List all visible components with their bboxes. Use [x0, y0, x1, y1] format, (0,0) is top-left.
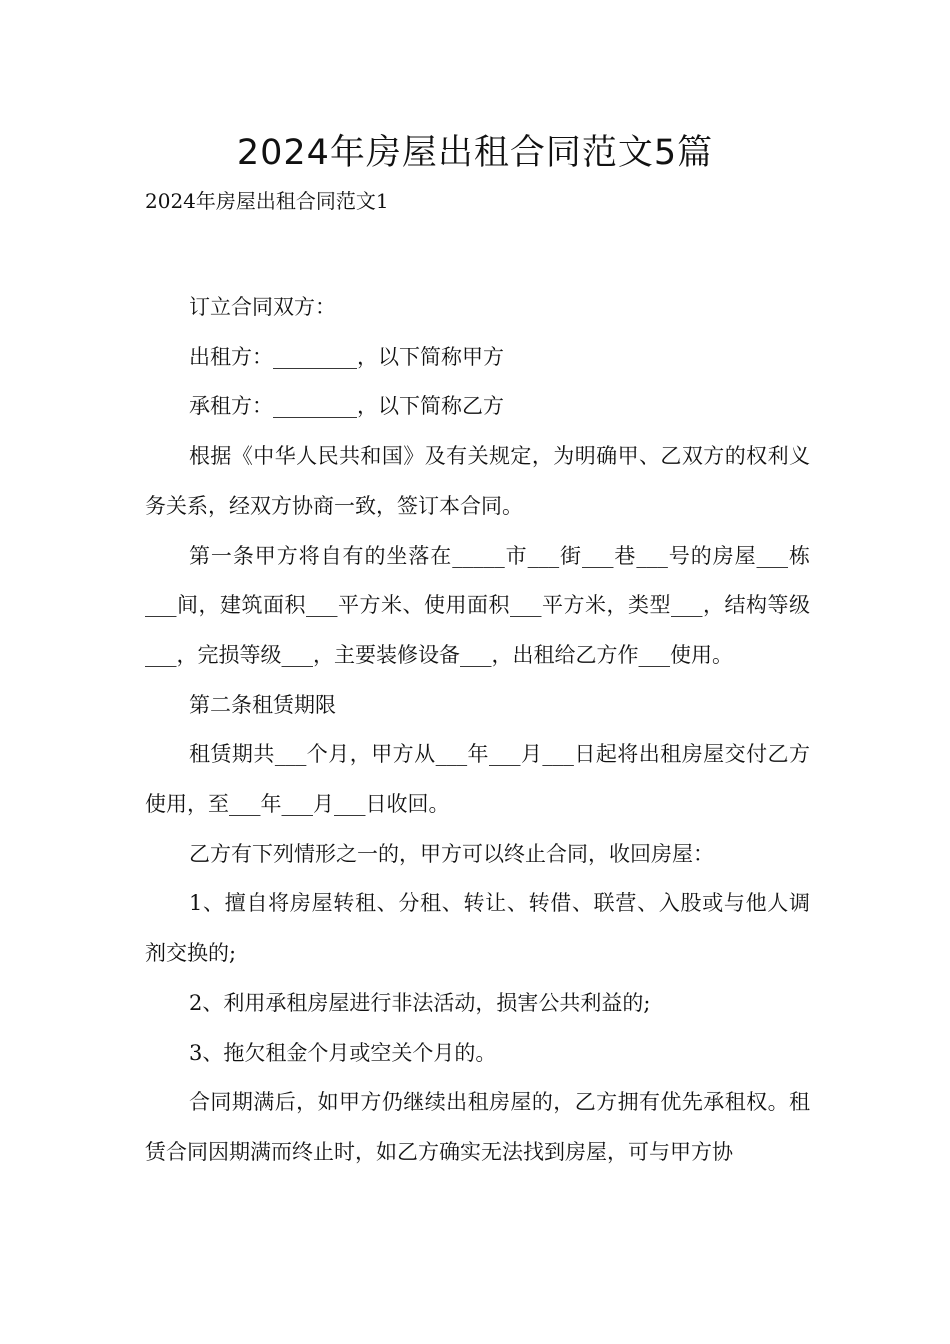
paragraph-article-1: 第一条甲方将自有的坐落在_____市___街___巷___号的房屋___栋___间，建筑面积___平方米、使用面积___平方米，类型___，结构等级___，完损等级___，主要装修设备___，出租给乙方作___使用。 [145, 543, 810, 667]
paragraph-lessee: 承租方：________，以下简称乙方 [189, 394, 504, 419]
document-title: 2024年房屋出租合同范文5篇 [236, 133, 714, 173]
paragraph-termination-conditions: 乙方有下列情形之一的，甲方可以终止合同，收回房屋： [189, 841, 714, 866]
paragraph-condition-3: 3、拖欠租金个月或空关个月的。 [189, 1040, 497, 1065]
paragraph-lessor: 出租方：________，以下简称甲方 [189, 344, 504, 369]
paragraph-article-2-heading: 第二条租赁期限 [189, 692, 336, 717]
paragraph-lease-term: 租赁期共___个月，甲方从___年___月___日起将出租房屋交付乙方使用，至___年___月___日收回。 [145, 742, 810, 817]
paragraph-renewal: 合同期满后，如甲方仍继续出租房屋的，乙方拥有优先承租权。租赁合同因期满而终止时，如乙方确实无法找到房屋，可与甲方协 [145, 1090, 810, 1164]
paragraph-basis: 根据《中华人民共和国》及有关规定，为明确甲、乙双方的权利义务关系，经双方协商一致，签订本合同。 [145, 444, 810, 518]
paragraph-condition-1: 1、擅自将房屋转租、分租、转让、转借、联营、入股或与他人调剂交换的; [145, 891, 810, 966]
paragraph-condition-2: 2、利用承租房屋进行非法活动，损害公共利益的; [189, 990, 651, 1015]
document-body [145, 283, 810, 1178]
document-subtitle: 2024年房屋出租合同范文1 [145, 189, 389, 213]
paragraph-parties: 订立合同双方： [189, 295, 336, 319]
